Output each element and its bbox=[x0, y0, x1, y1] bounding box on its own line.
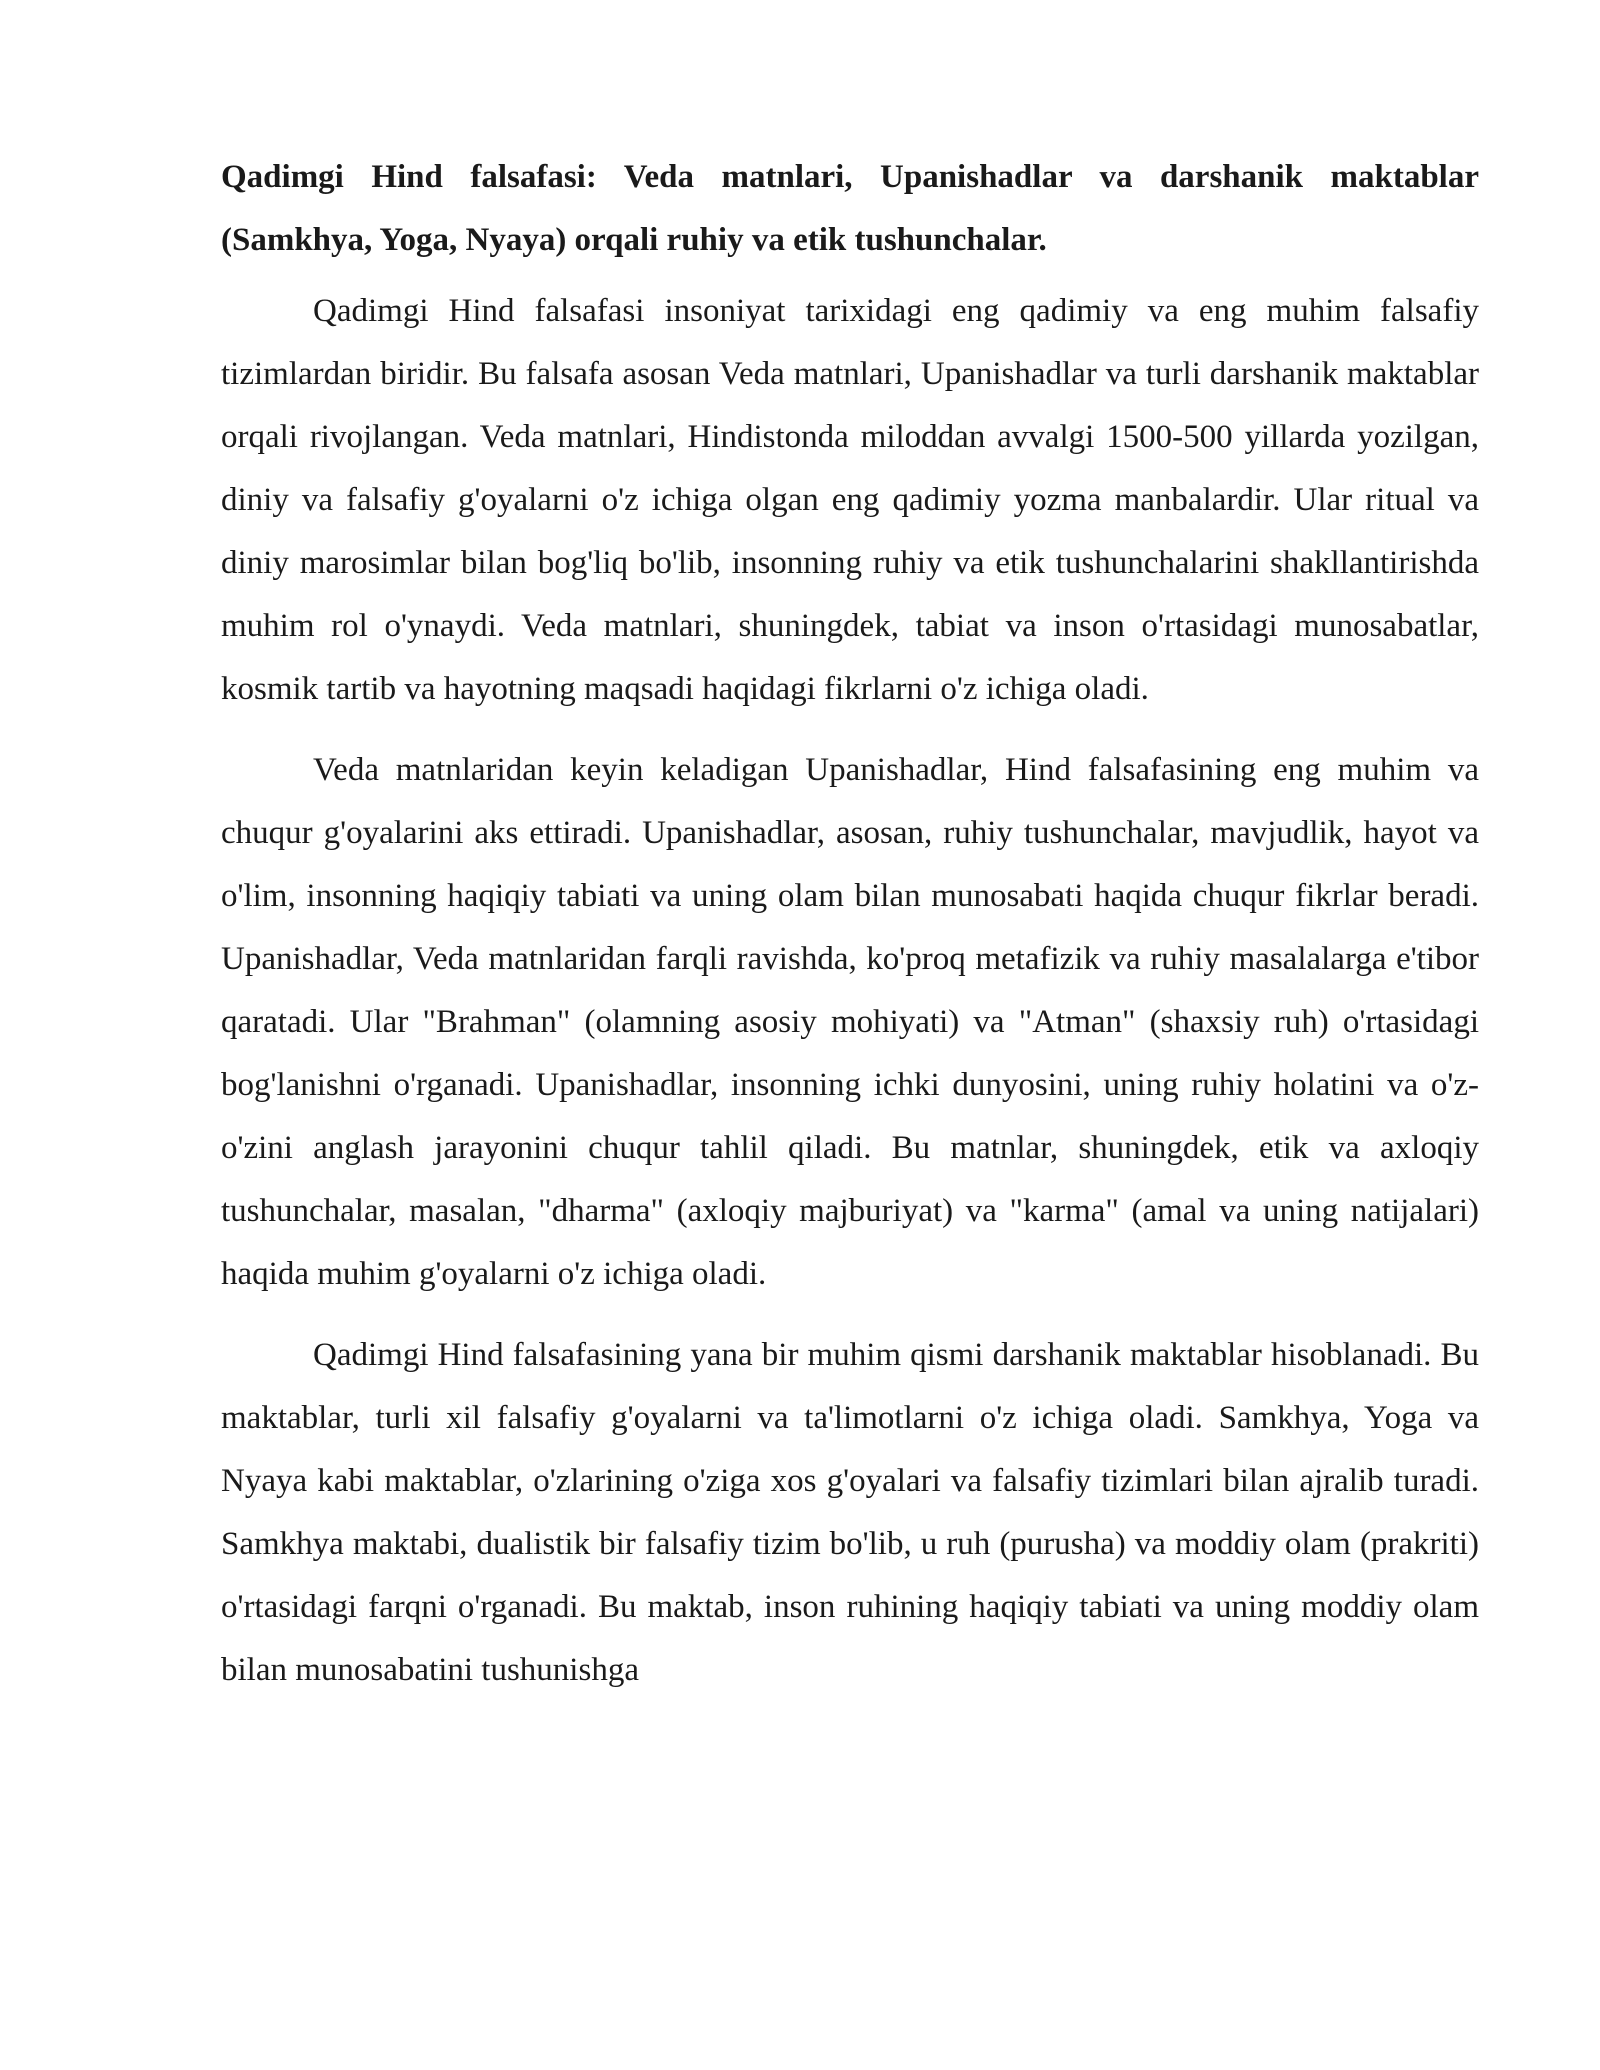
paragraph-1: Qadimgi Hind falsafasi insoniyat tarixidagi eng qadimiy va eng muhim falsafiy tizimlardan biridir. Bu falsafa asosan Veda matnlari, Upanishadlar va turli darshanik maktablar orqali rivojlangan. Veda matnlari, Hindistonda miloddan avvalgi 1500-500 yillarda yozilgan, diniy va falsafiy g'oyalarni o'z ichiga olgan eng qadimiy yozma manbalardir. Ular ritual va diniy marosimlar bilan bog'liq bo'lib, insonning ruhiy va etik tushunchalarini shakllantirishda muhim rol o'ynaydi. Veda matnlari, shuningdek, tabiat va inson o'rtasidagi munosabatlar, kosmik tartib va hayotning maqsadi haqidagi fikrlarni o'z ichiga oladi. bbox=[221, 293, 1479, 707]
document-title: Qadimgi Hind falsafasi: Veda matnlari, Upanishadlar va darshanik maktablar (Samkhya, Yoga, Nyaya) orqali ruhiy va etik tushunchalar. bbox=[221, 159, 1479, 258]
paragraph-2: Veda matnlaridan keyin keladigan Upanishadlar, Hind falsafasining eng muhim va chuqur g'oyalarini aks ettiradi. Upanishadlar, asosan, ruhiy tushunchalar, mavjudlik, hayot va o'lim, insonning haqiqiy tabiati va uning olam bilan munosabati haqida chuqur fikrlar beradi. Upanishadlar, Veda matnlaridan farqli ravishda, ko'proq metafizik va ruhiy masalalarga e'tibor qaratadi. Ular "Brahman" (olamning asosiy mohiyati) va "Atman" (shaxsiy ruh) o'rtasidagi bog'lanishni o'rganadi. Upanishadlar, insonning ichki dunyosini, uning ruhiy holatini va o'z-o'zini anglash jarayonini chuqur tahlil qiladi. Bu matnlar, shuningdek, etik va axloqiy tushunchalar, masalan, "dharma" (axloqiy majburiyat) va "karma" (amal va uning natijalari) haqida muhim g'oyalarni o'z ichiga oladi. bbox=[221, 752, 1479, 1292]
document-page bbox=[221, 146, 1479, 1720]
paragraph-3: Qadimgi Hind falsafasining yana bir muhim qismi darshanik maktablar hisoblanadi. Bu maktablar, turli xil falsafiy g'oyalarni va ta'limotlarni o'z ichiga oladi. Samkhya, Yoga va Nyaya kabi maktablar, o'zlarining o'ziga xos g'oyalari va falsafiy tizimlari bilan ajralib turadi. Samkhya maktabi, dualistik bir falsafiy tizim bo'lib, u ruh (purusha) va moddiy olam (prakriti) o'rtasidagi farqni o'rganadi. Bu maktab, inson ruhining haqiqiy tabiati va uning moddiy olam bilan munosabatini tushunishga bbox=[221, 1337, 1479, 1688]
